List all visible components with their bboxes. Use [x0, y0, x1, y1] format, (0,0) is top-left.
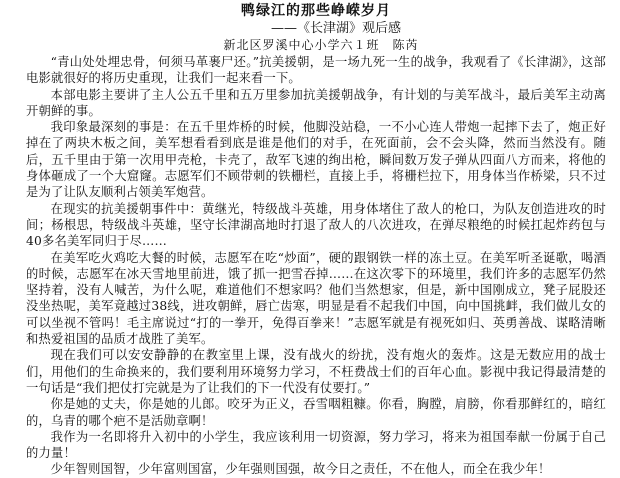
essay-title: 鸭绿江的那些峥嵘岁月 [241, 3, 391, 19]
paragraph: 在现实的抗美援朝事件中：黄继光，特级战斗英雄，用身体堵住了敌人的枪口，为队友创造进攻的时间；杨根思，特级战斗英雄，坚守长津湖高地时打退了敌人的八次进攻，在弹尽粮绝的时候扛起炸药包与40多名美军同归于尽…… [26, 201, 606, 249]
paragraph: 在美军吃火鸡吃大餐的时候，志愿军在吃“炒面”，硬的跟钢铁一样的冻土豆。在美军听圣诞歌，喝酒的时候，志愿军在冰天雪地里前进，饿了抓一把雪吞掉……在这次零下的环境里，我们许多的志愿军仍然坚持着，没有人喊苦，为什么呢，难道他们不想家吗？他们当然想家，但是，新中国刚成立，凳子屁股还没坐热呢，美军竟越过38线，进攻朝鲜，唇亡齿寒，明显是看不起我们中国，向中国挑衅，我们做儿女的可以坐视不管吗！毛主席说过“打的一拳开，免得百拳来！”志愿军就是有视死如归、英勇善战、谋略清晰和热爱祖国的品质才战胜了美军。 [26, 250, 606, 347]
essay-body [26, 54, 606, 478]
paragraph: 我作为一名即将升入初中的小学生，我应该利用一切资源，努力学习，将来为祖国奉献一份属于自己的力量！ [26, 429, 606, 461]
paragraph: 本部电影主要讲了主人公五千里和五万里参加抗美援朝战争，有计划的与美军战斗，最后美军主动离开朝鲜的事。 [26, 87, 606, 118]
paragraph: “青山处处埋忠骨，何须马革裹尸还。”抗美援朝，是一场九死一生的战争，我观看了《长津湖》，这部电影就很好的将历史重现，让我们一起来看一下。 [26, 55, 606, 86]
paragraph: 现在我们可以安安静静的在教室里上课，没有战火的纷扰，没有炮火的轰炸。这是无数应用的战士们，用他们的生命换来的，我们要利用环境努力学习，不枉费战士们的百年心血。影视中我记得最清楚的一句话是“我们把仗打完就是为了让我们的下一代没有仗要打。” [26, 348, 606, 395]
author-byline: 新北区罗溪中心小学六１班 陈芮 [223, 38, 419, 52]
paragraph: 你是她的丈夫，你是她的儿郎。咬牙为正义，吞雪咽粗糠。你看，胸膛，肩膀，你看那鲜红的，暗红的，乌青的哪个疤不是活勋章啊！ [26, 397, 606, 428]
paragraph: 我印象最深刻的事是：在五千里炸桥的时候，他脚没站稳，一不小心连人带炮一起摔下去了，炮正好掉在了两块木板之间，美军想看看到底是谁是他们的对手，在死面前，会不会头降，然而当然没有。随后，五千里由于第一次用甲壳枪，卡壳了，敌军飞速的绚出枪，瞬间数万发子弹从四面八方而来，将他的身体砸成了一个大窟窿。志愿军们不顾带刺的铁栅栏，直接上手，将栅栏拉下，用身体当作桥梁，只不过是为了让队友顺利占领美军炮营。 [26, 120, 606, 200]
essay-subtitle: ——《长津湖》观后感 [270, 21, 401, 36]
paragraph: 少年智则国智，少年富则国富，少年强则国强，故今日之责任，不在他人，而全在我少年！ [50, 462, 551, 477]
